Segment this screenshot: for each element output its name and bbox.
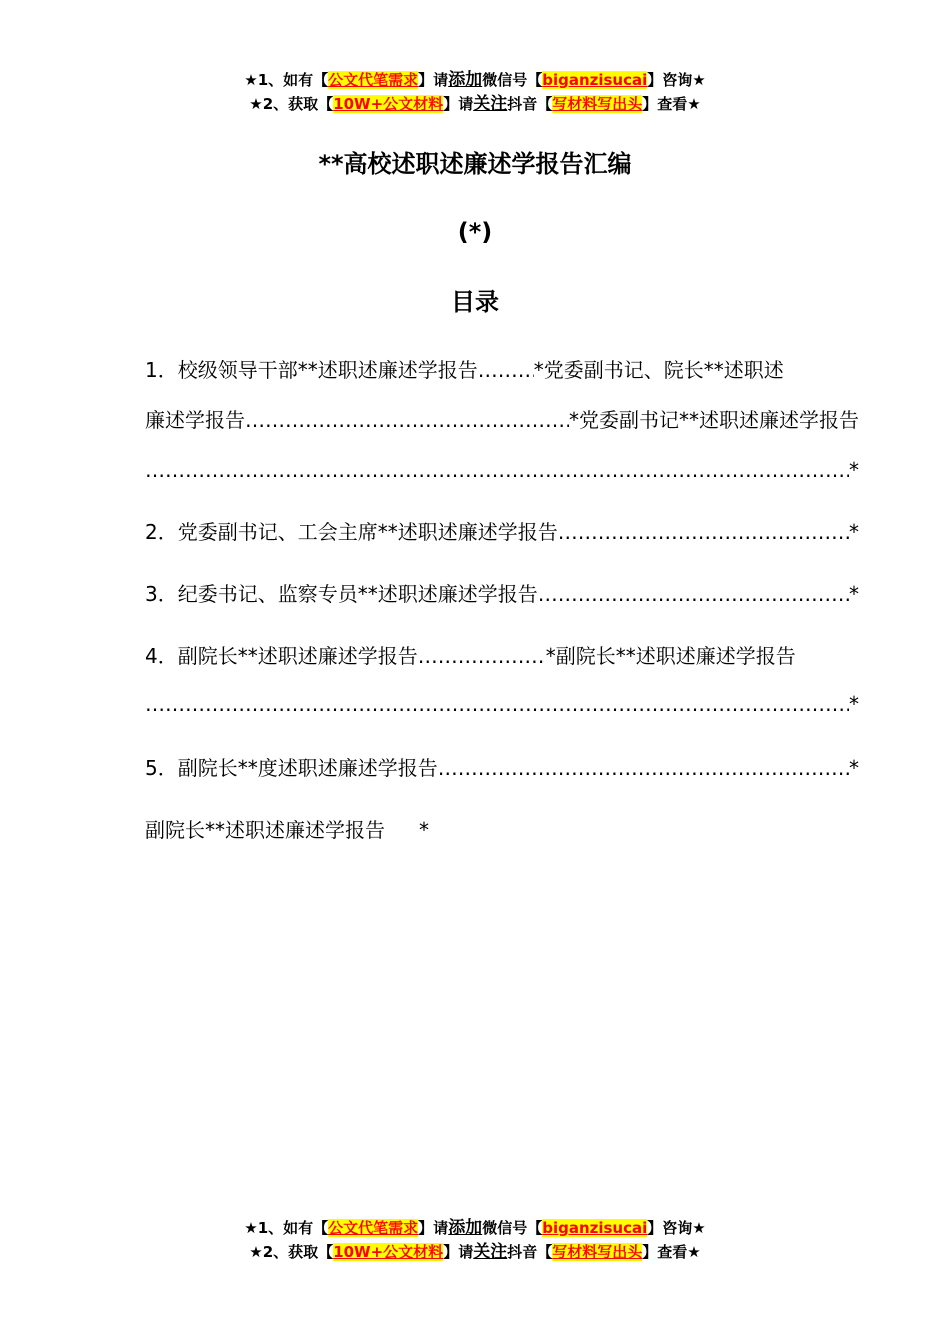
- banner-line-2: [0, 1240, 950, 1264]
- banner-text: 抖音【: [507, 95, 553, 113]
- banner-text: 】请: [443, 95, 474, 113]
- toc-leader: [145, 454, 849, 486]
- toc-text: 副院长**述职述廉述学报告: [145, 818, 385, 842]
- toc-leader: [418, 640, 546, 672]
- toc-page: *: [419, 818, 429, 842]
- toc-text: 副院长**述职述廉述学报告: [177, 644, 418, 668]
- toc-text: 党委副书记、院长**述职述: [543, 358, 784, 382]
- banner-emphasis: 添加: [448, 1218, 483, 1238]
- toc-leader: [558, 516, 849, 548]
- toc-page: *: [849, 520, 859, 544]
- banner-emphasis: 关注: [473, 1242, 508, 1262]
- banner-text: 】咨询★: [647, 1219, 706, 1237]
- toc-entry-4-end[interactable]: [145, 688, 859, 720]
- banner-highlight: 写材料写出头: [552, 1243, 643, 1261]
- banner-text: 】咨询★: [647, 71, 706, 89]
- banner-text: 微信号【: [482, 1219, 543, 1237]
- banner-highlight: 公文代笔需求: [328, 1219, 419, 1237]
- banner-line-1: [0, 68, 950, 92]
- toc-leader: [145, 688, 849, 720]
- banner-text: 】查看★: [642, 95, 701, 113]
- header-banner: [0, 68, 950, 116]
- banner-highlight: 10W+公文材料: [333, 95, 444, 113]
- banner-line-2: [0, 92, 950, 116]
- toc-text: 副院长**述职述廉述学报告: [555, 644, 796, 668]
- toc-text: 党委副书记、工会主席**述职述廉述学报告: [177, 520, 558, 544]
- toc-text: 纪委书记、监察专员**述职述廉述学报告: [177, 582, 538, 606]
- banner-emphasis: 添加: [448, 70, 483, 90]
- banner-highlight: 10W+公文材料: [333, 1243, 444, 1261]
- toc-page: *: [545, 644, 556, 668]
- banner-text: 】请: [418, 71, 449, 89]
- banner-text: ★2、获取【: [249, 95, 334, 113]
- toc-leader: [438, 752, 849, 784]
- toc-page: *: [849, 582, 859, 606]
- banner-text: 】请: [418, 1219, 449, 1237]
- banner-highlight: biganzisucai: [542, 71, 648, 89]
- banner-line-1: [0, 1216, 950, 1240]
- toc-number: 5．: [145, 756, 178, 780]
- toc-number: 4．: [145, 644, 178, 668]
- toc-entry-1-cont[interactable]: [145, 404, 859, 436]
- toc-page: *: [533, 358, 544, 382]
- toc-number: 2．: [145, 520, 178, 544]
- document-title: **高校述职述廉述学报告汇编: [318, 150, 632, 178]
- toc-text: 廉述学报告: [145, 408, 245, 432]
- banner-text: 】请: [443, 1243, 474, 1261]
- banner-text: ★1、如有【: [244, 71, 329, 89]
- document-subtitle: (*): [457, 218, 493, 246]
- banner-highlight: 公文代笔需求: [328, 71, 419, 89]
- toc-text: 校级领导干部**述职述廉述学报告: [177, 358, 478, 382]
- banner-highlight: biganzisucai: [542, 1219, 648, 1237]
- toc-entry-2[interactable]: [145, 516, 859, 548]
- banner-text: 微信号【: [482, 71, 543, 89]
- toc-page: *: [849, 756, 859, 780]
- toc-text: 副院长**度述职述廉述学报告: [177, 756, 438, 780]
- toc-page: *: [569, 408, 579, 432]
- banner-text: ★1、如有【: [244, 1219, 329, 1237]
- toc-entry-3[interactable]: [145, 578, 859, 610]
- toc-heading: 目录: [451, 288, 499, 316]
- toc-leader: [478, 354, 534, 386]
- toc-number: 1．: [145, 358, 178, 382]
- banner-text: 】查看★: [642, 1243, 701, 1261]
- toc-text: 党委副书记**述职述廉述学报告: [579, 408, 859, 432]
- toc-leader: [245, 404, 569, 436]
- toc-entry-1-end[interactable]: [145, 454, 859, 486]
- toc-leader: [538, 578, 849, 610]
- toc-page: *: [849, 692, 859, 716]
- toc-number: 3．: [145, 582, 178, 606]
- toc-entry-4[interactable]: [145, 640, 859, 672]
- banner-text: ★2、获取【: [249, 1243, 334, 1261]
- banner-text: 抖音【: [507, 1243, 553, 1261]
- toc-page: *: [849, 458, 859, 482]
- toc-entry-1[interactable]: [145, 354, 859, 386]
- toc-entry-5[interactable]: [145, 752, 859, 784]
- banner-highlight: 写材料写出头: [552, 95, 643, 113]
- footer-banner: [0, 1216, 950, 1264]
- toc-entry-6[interactable]: [145, 814, 859, 846]
- banner-emphasis: 关注: [473, 94, 508, 114]
